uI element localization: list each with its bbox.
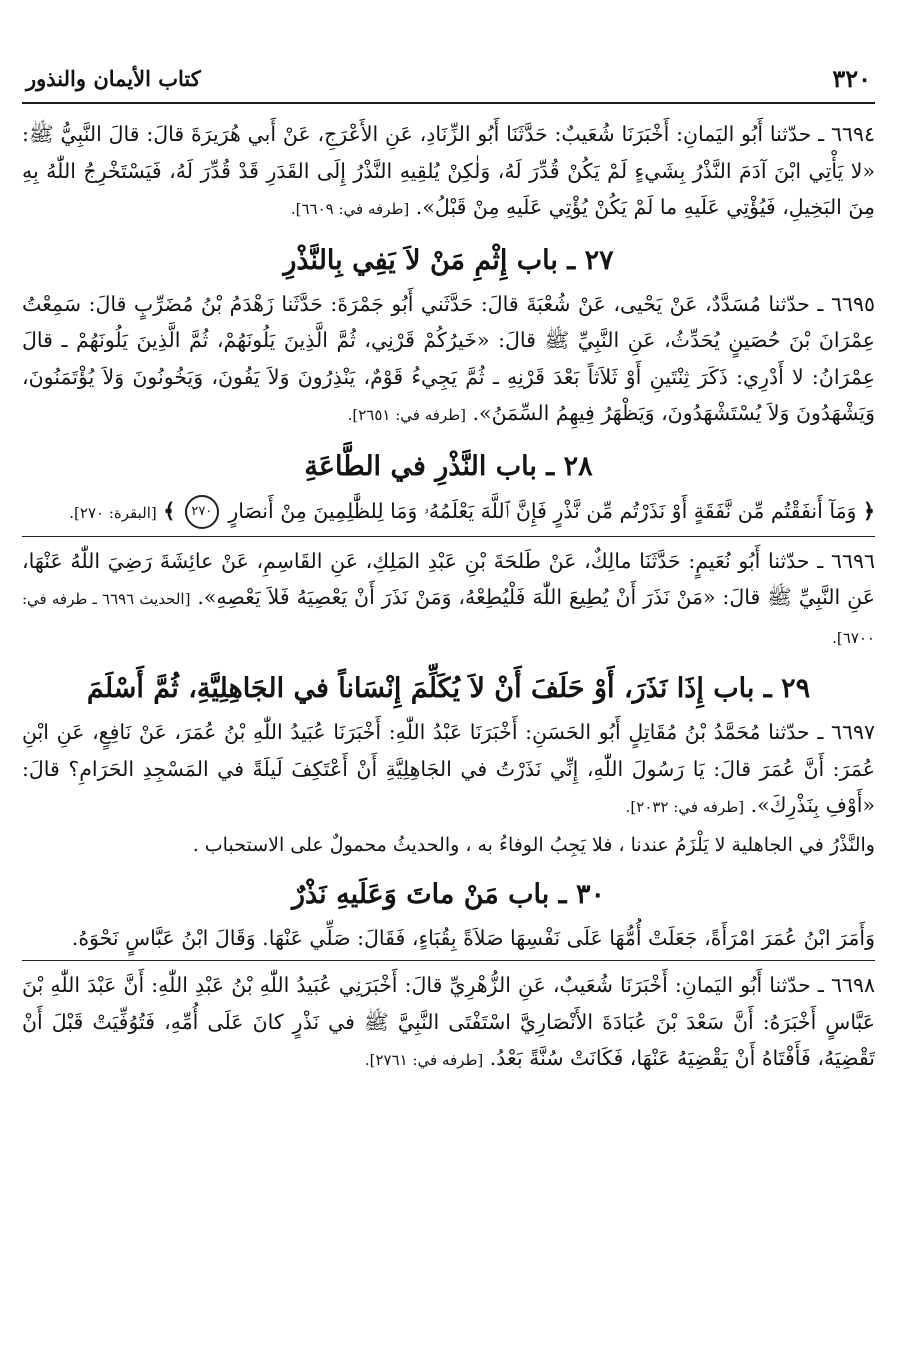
hadith-6694 (22, 116, 875, 228)
running-header (22, 62, 875, 104)
hadith-6696 (22, 543, 875, 657)
chapter-29-heading: ٢٩ ـ باب إِذَا نَذَرَ، أَوْ حَلَفَ أَنْ لاَ يُكَلِّمَ إِنْسَاناً في الجَاهِلِيَّةِ، ثُمَّ أَسْلَمَ (86, 673, 811, 704)
hadith-6697-ref: [طرفه في: ٢٠٣٢]. (625, 798, 745, 816)
athar-ibn-umar: وَأَمَرَ ابْنُ عُمَرَ امْرَأَةً، جَعَلَتْ أُمُّهَا عَلَى نَفْسِهَا صَلاَةً بِقُبَاءٍ، فَقَالَ: صَلِّي عَنْهَا. وَقَالَ ابْنُ عَبَّاسٍ نَحْوَهُ. (71, 925, 875, 950)
quran-verse-text: وَمَآ أَنفَقْتُم مِّن نَّفَقَةٍ أَوْ نَذَرْتُم مِّن نَّذْرٍ فَإِنَّ ٱللَّهَ يَعْلَمُهُۥ وَمَا لِلظَّٰلِمِينَ مِنْ أَنصَارٍ (228, 498, 857, 523)
hadith-6697 (22, 714, 875, 826)
chapter-27-heading: ٢٧ ـ باب إِثْمِ مَنْ لاَ يَفِي بِالنَّذْرِ (283, 244, 614, 276)
quran-open-bracket: ﴿ (862, 498, 875, 523)
chapter-28-heading: ٢٨ ـ باب النَّذْرِ في الطَّاعَةِ (304, 450, 593, 482)
book-title: كتاب الأيمان والنذور (26, 66, 201, 91)
quran-close-bracket: ﴾ (163, 498, 176, 523)
hadith-6694-text: ٦٦٩٤ ـ حدّثنا أَبُو اليَمانِ: أَخْبَرَنَا شُعَيبٌ: حَدَّثَنَا أَبُو الزِّنَادِ، عَنِ الأَعْرَجِ، عَنْ أَبي هُرَيرَةَ قالَ: قالَ النَّبِيُّ ﷺ: «لا يَأْتِي ابْنَ آدَمَ النَّذْرُ بِشَيءٍ لَمْ يَكُنْ قُدِّرَ لَهُ، وَلٰكِنْ يُلقِيهِ النَّذْرُ إِلَى القَدَرِ قَدْ قُدِّرَ لَهُ، فَيَسْتَخْرِجُ اللّٰهُ بِهِ مِنَ البَخِيلِ، فَيُؤْتِي عَلَيهِ ما لَمْ يَكُنْ يُؤْتِي عَلَيهِ مِنْ قَبْلُ». (22, 122, 875, 219)
page-number: ٣٢٠ (832, 64, 871, 93)
hadith-6695-text: ٦٦٩٥ ـ حدّثنا مُسَدَّدٌ، عَنْ يَحْيى، عَنْ شُعْبَةَ قالَ: حَدَّثَني أَبُو جَمْرَةَ: حَدَّثَنا زَهْدَمُ بْنُ مُضَرِّبٍ قالَ: سَمِعْتُ عِمْرَانَ بْنَ حُصَينٍ يُحَدِّثُ، عَنِ النَّبِيِّ ﷺ قالَ: «خَيرُكُمْ قَرْنِي، ثُمَّ الَّذِينَ يَلُونَهُمْ، ثُمَّ الَّذِينَ يَلُونَهُمْ ـ قالَ عِمْرَانُ: لا أَدْرِي: ذَكَرَ ثِنْتَينِ أَوْ ثَلاَثاً بَعْدَ قَرْنِهِ ـ ثُمَّ يَجِيءُ قَوْمٌ، يَنْذِرُونَ وَلاَ يَفُونَ، وَيَخُونُونَ وَلاَ يُؤْتَمَنُونَ، وَيَشْهَدُونَ وَلاَ يُسْتَشْهَدُونَ، وَيَظْهَرُ فِيهِمُ السِّمَنُ». (22, 291, 875, 425)
ayah-number-circle: ٢٧٠ (185, 495, 219, 529)
page-body (22, 116, 875, 1079)
quran-ref: [البقرة: ٢٧٠]. (69, 503, 157, 522)
hadith-6696-ref: [الحديث ٦٦٩٦ ـ طرفه في: ٦٧٠٠]. (22, 590, 875, 647)
section-divider (22, 536, 875, 537)
hadith-6698-ref: [طرفه في: ٢٧٦١]. (364, 1051, 484, 1069)
hadith-6697-text: ٦٦٩٧ ـ حدّثنا مُحَمَّدُ بْنُ مُقَاتِلٍ أَبُو الحَسَنِ: أَخْبَرَنَا عَبْدُ اللّٰهِ: أَخْبَرَنَا عُبَيدُ اللّٰهِ بْنُ عُمَرَ، عَنْ نَافِعٍ، عَنِ ابْنِ عُمَرَ: أَنَّ عُمَرَ قالَ: يَا رَسُولَ اللّٰهِ، إِنِّي نَذَرْتُ في الجَاهِلِيَّةِ أَنْ أَعْتَكِفَ لَيلَةً في المَسْجِدِ الحَرَامِ؟ قالَ: «أَوْفِ بِنَذْرِكَ». (22, 720, 875, 817)
hadith-6694-ref: [طرفه في: ٦٦٠٩]. (290, 200, 410, 218)
commentary-note: والنَّذْرُ في الجاهلية لا يَلْزَمُ عندنا ، فلا يَجِبُ الوفاءُ به ، والحديثُ محمولٌ على الاستحباب . (192, 833, 875, 856)
chapter-30-heading: ٣٠ ـ باب مَنْ ماتَ وَعَلَيهِ نَذْرٌ (291, 878, 606, 910)
hadith-6696-text: ٦٦٩٦ ـ حدّثنا أَبُو نُعَيمٍ: حَدَّثَنَا مالِكٌ، عَنْ طَلحَةَ بْنِ عَبْدِ المَلِكِ، عَنِ القَاسِمِ، عَنْ عائِشَةَ رَضِيَ اللّٰهُ عَنْهَا، عَنِ النَّبِيِّ ﷺ قالَ: «مَنْ نَذَرَ أَنْ يُطِيعَ اللّٰهَ فَلْيُطِعْهُ، وَمَنْ نَذَرَ أَنْ يَعْصِيَهُ فَلاَ يَعْصِهِ». (22, 548, 875, 609)
quran-verse (22, 492, 875, 532)
hadith-6698-text: ٦٦٩٨ ـ حدّثنا أَبُو اليَمانِ: أَخْبَرَنَا شُعَيبٌ، عَنِ الزُّهْرِيِّ قالَ: أَخْبَرَنِي عُبَيدُ اللّٰهِ بْنُ عَبْدِ اللّٰهِ: أَنَّ عَبْدَ اللّٰهِ بْنَ عَبَّاسٍ أَخْبَرَهُ: أَنَّ سَعْدَ بْنَ عُبَادَةَ الأَنْصَارِيَّ اسْتَفْتَى النَّبِيَّ ﷺ في نَذْرٍ كانَ عَلَى أُمِّهِ، فَتُوُفِّيَتْ قَبْلَ أَنْ تَقْضِيَهُ، فَأَفْتَاهُ أَنْ يَقْضِيَهُ عَنْهَا، فَكَانَتْ سُنَّةً بَعْدُ. (22, 973, 875, 1070)
hadith-6695 (22, 286, 875, 434)
hadith-6698 (22, 967, 875, 1079)
section-divider (22, 960, 875, 961)
hadith-6695-ref: [طرفه في: ٢٦٥١]. (347, 406, 466, 424)
